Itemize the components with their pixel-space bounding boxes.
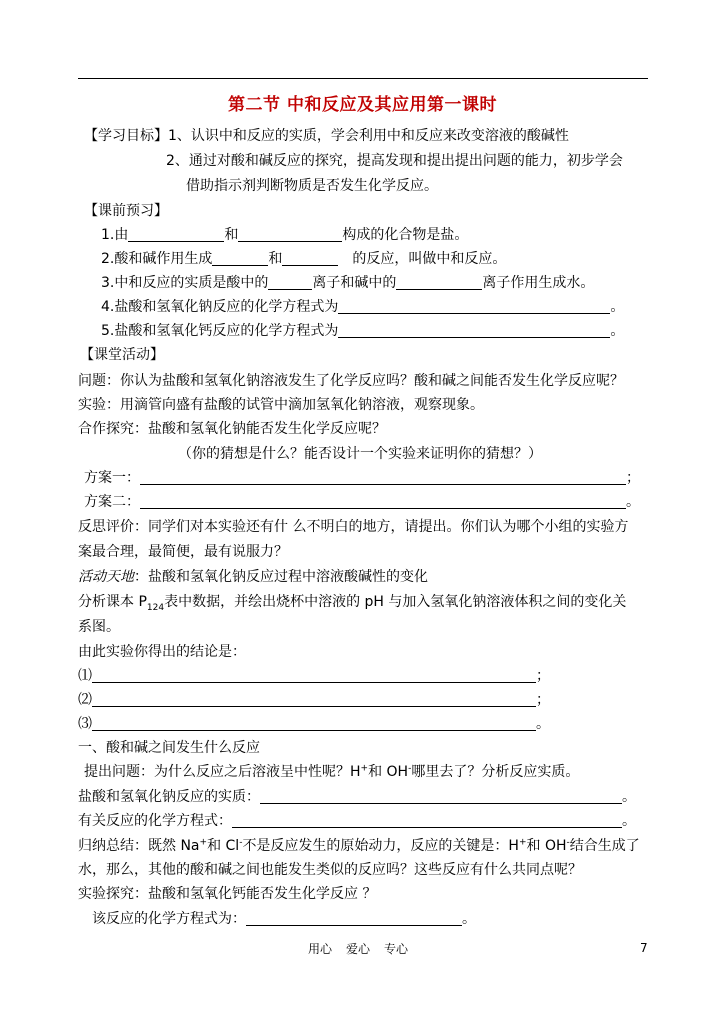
c3-end: 。	[536, 716, 550, 732]
activity-experiment: 实验：用滴管向盛有盐酸的试管中滴加氢氧化钠溶液，观察现象。	[78, 397, 484, 413]
c3-label: ⑶	[78, 716, 92, 732]
conclusion-3	[78, 715, 550, 733]
analyze-text-a: 分析课本 P	[78, 594, 147, 610]
page-subscript: 124	[146, 602, 165, 613]
sky-text: ：盐酸和氢氧化钠反应过程中溶液酸碱性的变化	[134, 569, 428, 585]
oh-minus-sup: -	[408, 763, 412, 774]
plan-2-end: 。	[626, 494, 640, 510]
preview-q1	[101, 226, 468, 244]
activity-label: 【课堂活动】	[80, 347, 164, 363]
plan-1-label: 方案一：	[84, 470, 140, 486]
explore-2: 实验探究：盐酸和氢氧化钙能否发生化学反应 ？	[78, 886, 377, 902]
q2-blank-2[interactable]	[282, 251, 338, 266]
equation-line	[78, 812, 636, 830]
sum-text-a: 归纳总结：既然 Na	[78, 838, 200, 854]
plan-2-label: 方案二：	[84, 494, 140, 510]
reflect-line-1: 反思评价：同学们对本实验还有什 么不明白的地方，请提出。你们认为哪个小组的实验方	[78, 519, 629, 535]
c2-label: ⑵	[78, 692, 92, 708]
preview-q3	[101, 274, 594, 292]
sum-text-c: 不是反应发生的原始动力，反应的关键是：H	[242, 838, 519, 854]
page-number: 7	[640, 941, 648, 955]
essence-label: 盐酸和氢氧化钠反应的实质：	[78, 789, 260, 805]
goal-item-2a: 2、通过对酸和碱反应的探究，提高发现和提出提出问题的能力，初步学会	[166, 153, 623, 169]
q5-blank[interactable]	[338, 323, 610, 338]
q2-blank-1[interactable]	[212, 251, 268, 266]
sky-label: 活动天地	[78, 569, 134, 585]
activity-sky	[78, 568, 428, 586]
q5-text: 5.盐酸和氢氧化钙反应的化学方程式为	[101, 323, 339, 339]
oh-minus-sup-2: -	[566, 837, 570, 848]
plan-1	[84, 469, 640, 487]
c3-blank[interactable]	[92, 716, 536, 731]
page-title: 第二节 中和反应及其应用第一课时	[228, 95, 497, 115]
q4-end: 。	[610, 299, 625, 315]
goals-line-1	[84, 127, 569, 145]
summary-line-2: 水，那么，其他的酸和碱之间也能发生类似的反应吗？这些反应有什么共同点呢？	[78, 862, 582, 878]
activity-explore: 合作探究：盐酸和氢氧化钠能否发生化学反应呢？	[78, 421, 386, 437]
sum-text-d: 和 OH	[526, 838, 567, 854]
q2-text-c: 的反应，叫做中和反应。	[352, 251, 507, 267]
analyze-text-b: 表中数据，并绘出烧杯中溶液的 pH 与加入氢氧化钠溶液体积之间的变化关	[164, 594, 627, 610]
plan-1-end: ；	[626, 470, 640, 486]
q-text-b: 和 OH	[368, 764, 409, 780]
q1-text-c: 构成的化合物是盐。	[342, 227, 469, 243]
essence-end: 。	[622, 789, 636, 805]
q3-text-a: 3.中和反应的实质是酸中的	[101, 275, 269, 291]
q1-blank-2[interactable]	[238, 227, 342, 242]
c1-label: ⑴	[78, 668, 92, 684]
header-rule	[78, 78, 648, 79]
preview-q4	[101, 298, 624, 316]
q3-blank-1[interactable]	[268, 275, 312, 290]
cl-minus-sup: -	[239, 837, 243, 848]
reflect-line-2: 案最合理，最简便，最有说服力？	[78, 544, 288, 560]
equation-blank[interactable]	[232, 813, 622, 828]
section-1-heading: 一、酸和碱之间发生什么反应	[78, 740, 260, 756]
plan-1-blank[interactable]	[140, 470, 626, 485]
preview-q2	[101, 250, 506, 268]
c2-blank[interactable]	[92, 692, 536, 707]
goal-item-2b: 借助指示剂判断物质是否发生化学反应。	[186, 178, 438, 194]
q4-text: 4.盐酸和氢氧化钠反应的化学方程式为	[101, 299, 339, 315]
equation-label: 有关反应的化学方程式：	[78, 813, 232, 829]
q-text-c: 哪里去了？分析反应实质。	[411, 764, 580, 780]
summary-line-1	[78, 837, 640, 855]
na-plus-sup: +	[199, 837, 208, 848]
analyze-line-1	[78, 593, 626, 611]
q1-text-b: 和	[224, 227, 239, 243]
footer-word-2: 爱心	[346, 942, 371, 956]
q-text-a: 提出问题：为什么反应之后溶液呈中性呢？H	[84, 764, 361, 780]
sum-text-e: 结合生成了	[569, 838, 640, 854]
q2-text-a: 2.酸和碱作用生成	[101, 251, 213, 267]
eq2-blank[interactable]	[246, 911, 462, 926]
preview-label: 【课前预习】	[84, 203, 168, 219]
plan-2	[84, 493, 640, 511]
h-plus-sup: +	[360, 763, 369, 774]
q3-blank-2[interactable]	[396, 275, 482, 290]
essence-blank[interactable]	[260, 789, 622, 804]
conclusion-1	[78, 667, 550, 685]
q3-text-b: 离子和碱中的	[312, 275, 397, 291]
c1-blank[interactable]	[92, 668, 536, 683]
goal-item-1: 1、认识中和反应的实质，学会利用中和反应来改变溶液的酸碱性	[168, 128, 569, 144]
activity-guess: （你的猜想是什么？能否设计一个实验来证明你的猜想？）	[178, 446, 542, 462]
preview-q5	[101, 322, 624, 340]
c1-end: ；	[536, 668, 550, 684]
q1-text-a: 1.由	[101, 227, 129, 243]
section-1-question	[84, 763, 579, 781]
essence-line	[78, 788, 636, 806]
conclusion-2	[78, 691, 550, 709]
equation-end: 。	[622, 813, 636, 829]
footer-word-3: 专心	[384, 942, 409, 956]
q3-text-c: 离子作用生成水。	[482, 275, 595, 291]
footer-word-1: 用心	[308, 942, 333, 956]
q5-end: 。	[610, 323, 625, 339]
conclusion-prompt: 由此实验你得出的结论是：	[78, 644, 246, 660]
activity-question: 问题：你认为盐酸和氢氧化钠溶液发生了化学反应吗？酸和碱之间能否发生化学反应呢？	[78, 373, 624, 389]
q2-text-b: 和	[268, 251, 283, 267]
c2-end: ；	[536, 692, 550, 708]
goals-label: 【学习目标】	[84, 128, 168, 144]
plan-2-blank[interactable]	[140, 494, 626, 509]
h-plus-sup-2: +	[518, 837, 527, 848]
eq2-label: 该反应的化学方程式为：	[92, 911, 246, 927]
sum-text-b: 和 Cl	[207, 838, 240, 854]
q1-blank-1[interactable]	[128, 227, 224, 242]
eq2-end: 。	[462, 911, 476, 927]
eq2-line	[92, 910, 476, 928]
footer-motto	[308, 940, 422, 957]
q4-blank[interactable]	[338, 299, 610, 314]
analyze-line-2: 系图。	[78, 619, 120, 635]
